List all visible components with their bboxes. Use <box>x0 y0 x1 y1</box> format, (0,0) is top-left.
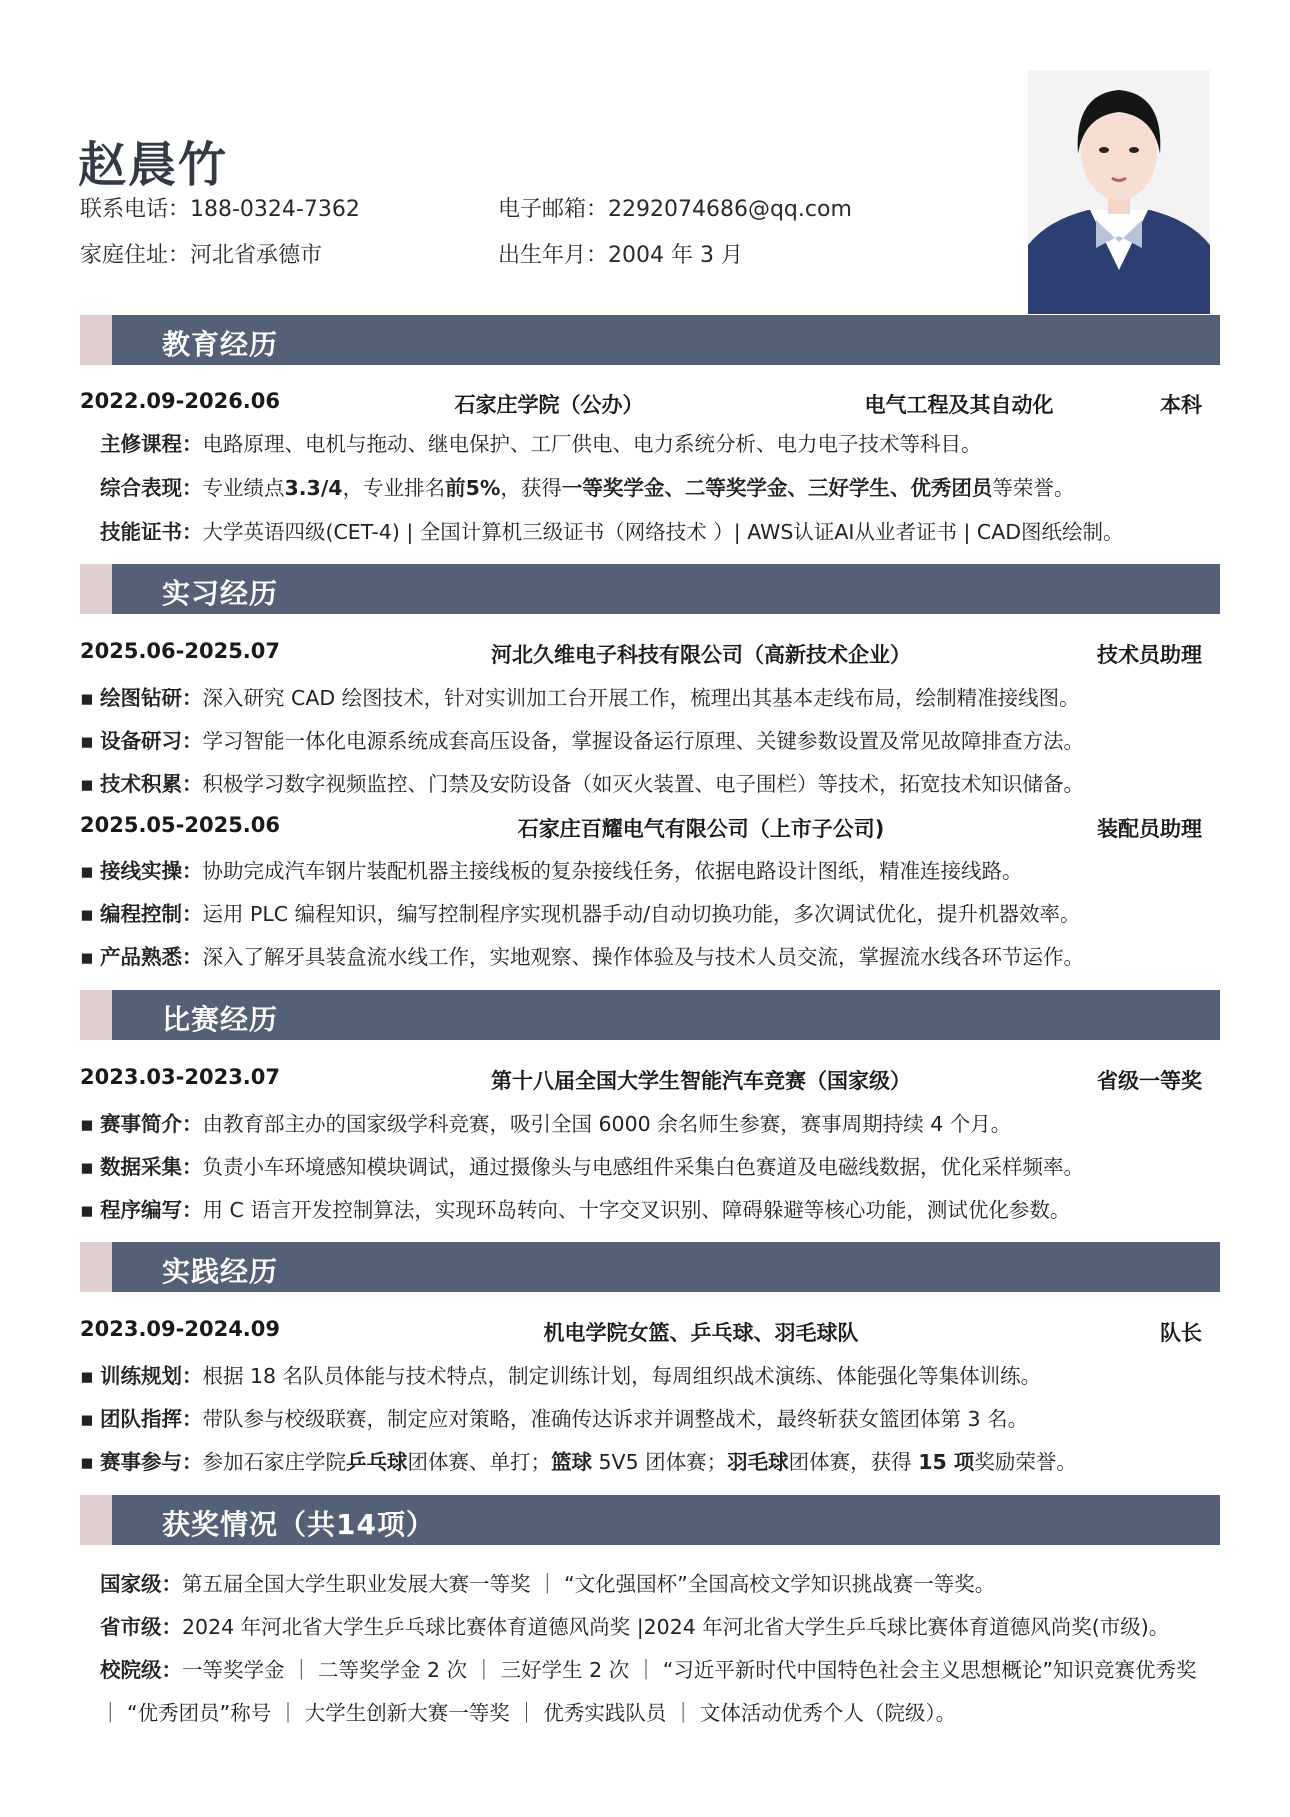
degree: 本科 <box>1160 393 1202 417</box>
performance-text-1: 专业绩点 <box>202 476 285 500</box>
section-practice-header <box>80 1242 1220 1292</box>
email-info: 电子邮箱：2292074686@qq.com <box>498 197 852 222</box>
list-item <box>80 726 1220 756</box>
item-text: 参加石家庄学院 <box>202 1450 346 1474</box>
awards-provincial-label: 省市级： <box>100 1615 182 1639</box>
job-row <box>80 639 1202 669</box>
phone-info: 联系电话：188-0324-7362 <box>80 197 360 222</box>
bullet-icon: ▪ <box>80 1112 94 1136</box>
rank-value: 前5% <box>445 476 501 500</box>
item-label: 团队指挥： <box>100 1407 203 1431</box>
awards-provincial <box>100 1606 1210 1649</box>
item-highlight: 乒乓球 <box>346 1450 408 1474</box>
profile-photo <box>1028 70 1210 314</box>
company-name: 石家庄百耀电气有限公司（上市子公司) <box>517 817 885 841</box>
section-competition-header <box>80 990 1220 1040</box>
list-item <box>80 1152 1220 1182</box>
item-text: 团体赛、单打； <box>407 1450 551 1474</box>
item-text: 深入研究 CAD 绘图技术，针对实训加工台开展工作，梳理出其基本走线布局，绘制精准接线图。 <box>202 686 1080 710</box>
education-period: 2022.09-2026.06 <box>80 389 281 413</box>
birth-info: 出生年月：2004 年 3 月 <box>498 243 743 268</box>
performance-line <box>100 473 1240 503</box>
section-education-header <box>80 315 1220 365</box>
bullet-icon: ▪ <box>80 772 94 796</box>
list-item <box>80 683 1220 713</box>
education-row <box>80 389 1202 419</box>
bullet-icon: ▪ <box>80 1450 94 1474</box>
certificates-text: 大学英语四级(CET-4) | 全国计算机三级证书（网络技术 ）| AWS认证AI从业者证书 | CAD图纸绘制。 <box>202 520 1124 544</box>
list-item <box>80 899 1220 929</box>
school-name: 石家庄学院（公办） <box>454 393 644 417</box>
item-label: 接线实操： <box>100 859 203 883</box>
item-label: 赛事参与： <box>100 1450 203 1474</box>
item-text: 团体赛，获得 <box>788 1450 919 1474</box>
major-name: 电气工程及其自动化 <box>864 393 1054 417</box>
item-text: 深入了解牙具装盒流水线工作，实地观察、操作体验及与技术人员交流，掌握流水线各环节运作。 <box>202 945 1084 969</box>
list-item <box>80 1195 1220 1225</box>
section-awards-header <box>80 1495 1220 1545</box>
bullet-icon: ▪ <box>80 902 94 926</box>
candidate-name: 赵晨竹 <box>78 137 229 193</box>
bullet-icon: ▪ <box>80 1407 94 1431</box>
item-label: 设备研习： <box>100 729 203 753</box>
item-highlight: 篮球 <box>551 1450 592 1474</box>
section-internship-header <box>80 564 1220 614</box>
item-text: 运用 PLC 编程知识，编写控制程序实现机器手动/自动切换功能，多次调试优化，提升机器效率。 <box>202 902 1081 926</box>
item-text: 学习智能一体化电源系统成套高压设备，掌握设备运行原理、关键参数设置及常见故障排查方法。 <box>202 729 1084 753</box>
competition-award: 省级一等奖 <box>1097 1069 1202 1093</box>
job-role: 装配员助理 <box>1097 817 1202 841</box>
item-text: 积极学习数字视频监控、门禁及安防设备（如灭火装置、电子围栏）等技术，拓宽技术知识储备。 <box>202 772 1084 796</box>
item-label: 绘图钻研： <box>100 686 203 710</box>
courses-text: 电路原理、电机与拖动、继电保护、工厂供电、电力系统分析、电力电子技术等科目。 <box>202 432 982 456</box>
item-label: 技术积累： <box>100 772 203 796</box>
honors-list: 一等奖学金、二等奖学金、三好学生、优秀团员 <box>561 476 993 500</box>
awards-provincial-text: 2024 年河北省大学生乒乓球比赛体育道德风尚奖 |2024 年河北省大学生乒乓球比赛体育道德风尚奖(市级)。 <box>182 1615 1170 1639</box>
awards-school-text: 一等奖学金 ｜ 二等奖学金 2 次 ｜ 三好学生 2 次 ｜ “习近平新时代中国特色社会主义思想概论”知识竞赛优秀奖 ｜ “优秀团员”称号 ｜ 大学生创新大赛一等奖 ｜ 优秀实践队员 ｜ 文体活动优秀个人（院级）。 <box>100 1658 1197 1725</box>
item-label: 编程控制： <box>100 902 203 926</box>
item-label: 产品熟悉： <box>100 945 203 969</box>
item-text: 由教育部主办的国家级学科竞赛，吸引全国 6000 余名师生参赛，赛事周期持续 4 个月。 <box>202 1112 1012 1136</box>
list-item <box>80 856 1220 886</box>
portrait-illustration-icon <box>1028 70 1210 314</box>
item-label: 数据采集： <box>100 1155 203 1179</box>
gpa-value: 3.3/4 <box>284 476 343 500</box>
item-text: 根据 18 名队员体能与技术特点，制定训练计划，每周组织战术演练、体能强化等集体训练。 <box>202 1364 1042 1388</box>
item-label: 赛事简介： <box>100 1112 203 1136</box>
job-period: 2025.06-2025.07 <box>80 639 281 663</box>
bullet-icon: ▪ <box>80 686 94 710</box>
certificates-line <box>100 517 1240 547</box>
competition-row <box>80 1065 1202 1095</box>
practice-row <box>80 1317 1202 1347</box>
item-label: 程序编写： <box>100 1198 203 1222</box>
item-text: 带队参与校级联赛，制定应对策略，准确传达诉求并调整战术，最终斩获女篮团体第 3 名。 <box>202 1407 1029 1431</box>
list-item <box>80 1109 1220 1139</box>
competition-period: 2023.03-2023.07 <box>80 1065 281 1089</box>
awards-school <box>100 1649 1210 1735</box>
list-item <box>80 942 1220 972</box>
list-item <box>80 1447 1220 1477</box>
job-role: 技术员助理 <box>1097 643 1202 667</box>
bullet-icon: ▪ <box>80 1364 94 1388</box>
courses-label: 主修课程： <box>100 432 203 456</box>
company-name: 河北久维电子科技有限公司（高新技术企业） <box>491 643 911 667</box>
courses-line <box>100 429 1240 459</box>
list-item <box>80 769 1220 799</box>
team-name: 机电学院女篮、乒乓球、羽毛球队 <box>543 1321 859 1345</box>
section-title: 获奖情况（共14项） <box>162 1508 435 1541</box>
performance-label: 综合表现： <box>100 476 203 500</box>
section-title: 教育经历 <box>162 328 279 361</box>
awards-national <box>100 1563 1210 1606</box>
item-text: 5V5 团体赛； <box>592 1450 728 1474</box>
job-row <box>80 813 1202 843</box>
certificates-label: 技能证书： <box>100 520 203 544</box>
list-item <box>80 1404 1220 1434</box>
section-title: 实习经历 <box>162 577 279 610</box>
item-text: 协助完成汽车钢片装配机器主接线板的复杂接线任务，依据电路设计图纸，精准连接线路。 <box>202 859 1023 883</box>
list-item <box>80 1361 1220 1391</box>
team-role: 队长 <box>1160 1321 1202 1345</box>
performance-text-3: ，获得 <box>500 476 562 500</box>
item-label: 训练规划： <box>100 1364 203 1388</box>
awards-national-text: 第五届全国大学生职业发展大赛一等奖 ｜ “文化强国杯”全国高校文学知识挑战赛一等奖。 <box>182 1572 996 1596</box>
bullet-icon: ▪ <box>80 859 94 883</box>
awards-national-label: 国家级： <box>100 1572 182 1596</box>
item-highlight: 羽毛球 <box>727 1450 789 1474</box>
bullet-icon: ▪ <box>80 1198 94 1222</box>
performance-text-2: ，专业排名 <box>342 476 446 500</box>
item-text: 用 C 语言开发控制算法，实现环岛转向、十字交叉识别、障碍躲避等核心功能，测试优化参数。 <box>202 1198 1071 1222</box>
item-text: 负责小车环境感知模块调试，通过摄像头与电感组件采集白色赛道及电磁线数据，优化采样频率。 <box>202 1155 1084 1179</box>
bullet-icon: ▪ <box>80 1155 94 1179</box>
practice-period: 2023.09-2024.09 <box>80 1317 281 1341</box>
address-info: 家庭住址：河北省承德市 <box>80 243 323 268</box>
bullet-icon: ▪ <box>80 945 94 969</box>
item-highlight: 15 项 <box>918 1450 975 1474</box>
competition-name: 第十八届全国大学生智能汽车竞赛（国家级） <box>491 1069 911 1093</box>
section-title: 实践经历 <box>162 1255 279 1288</box>
section-title: 比赛经历 <box>162 1003 279 1036</box>
job-period: 2025.05-2025.06 <box>80 813 281 837</box>
item-text: 奖励荣誉。 <box>974 1450 1077 1474</box>
awards-school-label: 校院级： <box>100 1658 182 1682</box>
bullet-icon: ▪ <box>80 729 94 753</box>
performance-text-4: 等荣誉。 <box>992 476 1075 500</box>
